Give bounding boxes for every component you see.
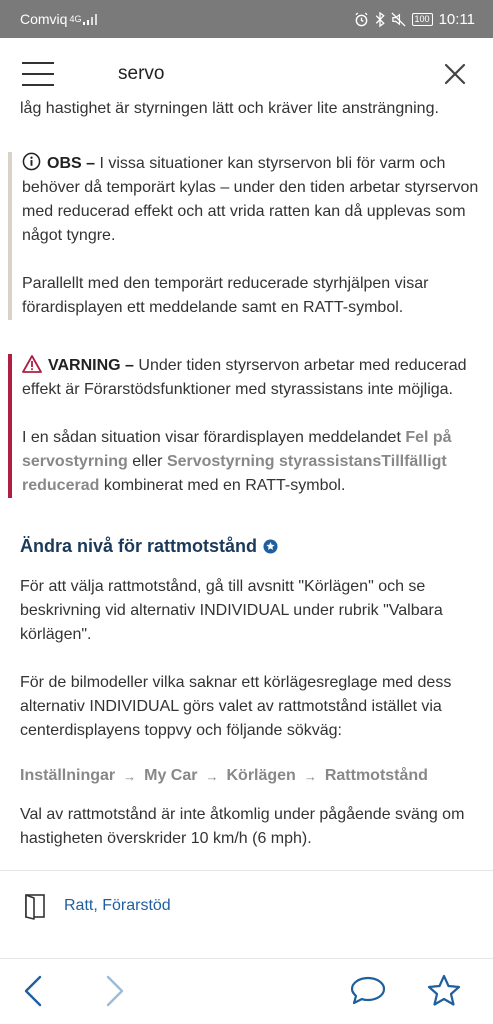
signal-icon <box>83 14 97 25</box>
section-paragraph-1: För att välja rattmotstånd, gå till avsnitt "Körlägen" och se beskrivning vid alternativ INDIVIDUAL under rubrik "Valbara körlägen". <box>20 578 443 643</box>
back-arrow-icon[interactable] <box>16 973 52 1009</box>
path-step: My Car <box>144 767 198 784</box>
obs-text: I vissa situationer kan styrservon bli för varm och behöver då temporärt kylas – under den tiden arbetar styrservon med reducerad effekt och att vrida ratten kan då upplevas som något tyngre. <box>22 155 479 244</box>
bottom-navigation <box>0 958 493 1024</box>
arrow-right-icon: → <box>205 768 219 784</box>
menu-icon[interactable] <box>22 62 54 86</box>
star-badge-icon[interactable] <box>263 539 278 554</box>
arrow-right-icon: → <box>303 768 317 784</box>
status-bar <box>0 0 493 38</box>
obs-note <box>8 152 493 320</box>
warning-label: VARNING – <box>48 357 134 374</box>
message-fel-pa-servostyrning: Fel på servostyrning <box>22 429 452 470</box>
related-link-ratt-forarstod[interactable] <box>24 893 171 919</box>
path-step: Rattmotstånd <box>324 767 428 784</box>
divider <box>0 870 493 871</box>
alarm-icon <box>354 12 369 27</box>
article-content[interactable] <box>0 100 493 870</box>
path-step: Körlägen <box>226 767 296 784</box>
battery-icon: 100 <box>412 13 433 26</box>
related-link-label[interactable]: Ratt, Förarstöd <box>64 897 171 914</box>
close-icon[interactable] <box>443 62 467 86</box>
carrier-name: Comviq <box>20 11 68 27</box>
obs-label: OBS – <box>47 155 96 172</box>
section-heading: Ändra nivå för rattmotstånd <box>20 536 258 556</box>
obs-paragraph-2: Parallellt med den temporärt reducerade styrhjälpen visar förardisplayen ett meddelande samt en RATT-symbol. <box>22 275 429 316</box>
warning-p2-start: I en sådan situation visar förardisplayen meddelandet <box>22 429 406 446</box>
cut-off-text: låg hastighet är styrningen lätt och kräver lite ansträngning. <box>20 100 439 117</box>
chat-bubble-icon[interactable] <box>348 973 388 1009</box>
warning-note <box>8 354 493 498</box>
warning-p2-end: kombinerat med en RATT-symbol. <box>99 477 346 494</box>
mute-icon <box>391 12 406 27</box>
clock: 10:11 <box>438 10 475 28</box>
warning-p2-mid: eller <box>127 453 167 470</box>
settings-path <box>20 767 473 785</box>
warning-text: Under tiden styrservon arbetar med reducerad effekt är Förarstödsfunktioner med styrassistans inte möjliga. <box>22 357 467 398</box>
warning-triangle-icon <box>22 355 42 373</box>
info-icon <box>22 152 41 171</box>
bluetooth-icon <box>375 12 385 27</box>
section-paragraph-3: Val av rattmotstånd är inte åtkomlig under pågående sväng om hastigheten överskrider 10 km/h (6 mph). <box>20 806 465 847</box>
arrow-right-icon: → <box>123 768 137 784</box>
page-title: servo <box>118 63 165 84</box>
network-type: 4G <box>69 14 82 24</box>
section-rattmotstand <box>0 536 493 851</box>
path-step: Inställningar <box>20 767 116 784</box>
door-panel-icon <box>24 893 46 919</box>
favorite-star-icon[interactable] <box>426 973 462 1009</box>
forward-arrow-icon[interactable] <box>96 973 132 1009</box>
message-servostyrning-reducerad: Servostyrning styrassistansTillfälligt reducerad <box>22 453 447 494</box>
section-paragraph-2: För de bilmodeller vilka saknar ett körlägesreglage med dess alternativ INDIVIDUAL görs valet av rattmotstånd istället via centerdisplayens toppvy och följande sökväg: <box>20 674 452 739</box>
